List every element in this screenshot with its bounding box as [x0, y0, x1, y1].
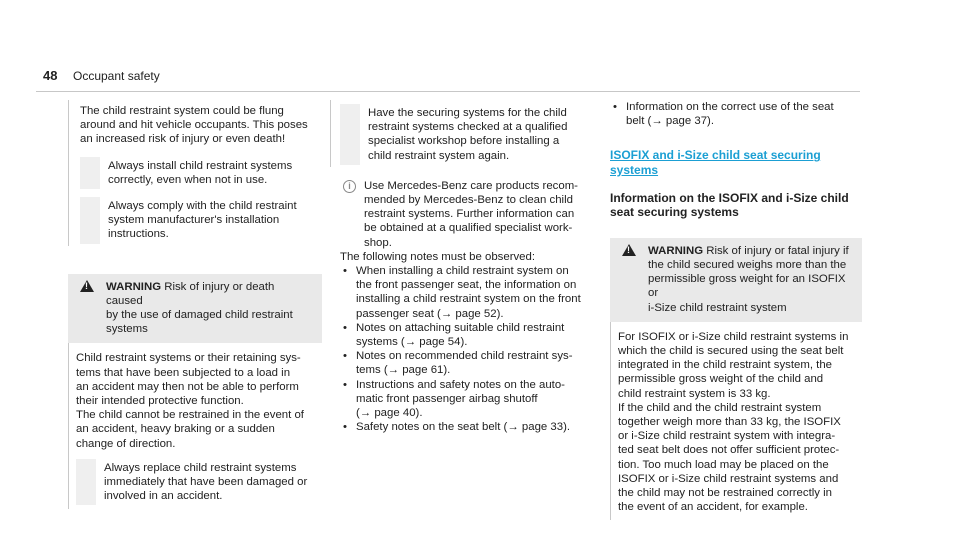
warning-label: WARNING — [106, 280, 162, 293]
instruction-step: Have the securing systems for the child restraint systems checked at a qualified specialist workshop before installing a child restraint system again. — [340, 106, 592, 163]
list-item: • Instructions and safety notes on the auto- matic front passenger airbag shutoff (→ page 40). — [340, 378, 592, 421]
notes-list — [610, 100, 862, 128]
info-note: i Use Mercedes-Benz care products recom- mended by Mercedes-Benz to clean child restraint systems. Further information can be obtained at a qualified specialist work- shop. — [340, 179, 592, 250]
list-item: • Notes on recommended child restraint sys- tems (→ page 61). — [340, 349, 592, 377]
step-arrow-icon — [340, 104, 360, 165]
warning-triangle-icon — [80, 280, 94, 292]
step-arrow-icon — [80, 157, 100, 189]
warning-label: WARNING — [648, 244, 704, 257]
box-border — [330, 100, 331, 167]
warning-box-isofix-weight — [610, 238, 862, 521]
step-arrow-icon — [76, 459, 96, 506]
instruction-step: Always comply with the child restraint system manufacturer's installation instructions. — [80, 199, 322, 242]
warning-triangle-icon — [622, 244, 636, 256]
section-heading[interactable]: ISOFIX and i-Size child seat securing systems — [610, 148, 821, 177]
column-3 — [600, 100, 862, 520]
list-item: • Safety notes on the seat belt (→ page 33). — [340, 420, 592, 434]
instruction-step: Always install child restraint systems correctly, even when not in use. — [80, 159, 322, 187]
info-icon: i — [343, 180, 356, 193]
warning-header: ! WARNING Risk of injury or death caused by the use of damaged child restraint systems — [68, 274, 322, 344]
warning-box-damaged-systems — [68, 274, 322, 510]
observe-text: The following notes must be observed: — [340, 250, 536, 263]
column-2 — [330, 100, 592, 434]
section-title: Occupant safety — [73, 69, 160, 83]
page-number: 48 — [43, 68, 58, 83]
step-arrow-icon — [80, 197, 100, 244]
list-item: • Notes on attaching suitable child restraint systems (→ page 54). — [340, 321, 592, 349]
box-border — [68, 100, 69, 246]
column-1 — [68, 100, 322, 509]
header-divider — [36, 91, 860, 92]
warning-header: ! WARNING Risk of injury or fatal injury if the child secured weighs more than the permissible gross weight for an ISOFIX or i-Size child restraint system — [610, 238, 862, 322]
continued-warning-box — [68, 100, 322, 246]
warning-continuation-text: The child restraint system could be flung around and hit vehicle occupants. This poses an increased risk of injury or even death! — [80, 105, 308, 146]
sub-heading: Information on the ISOFIX and i-Size child seat securing systems — [610, 190, 849, 220]
notes-list — [340, 264, 592, 434]
continued-warning-box — [330, 100, 592, 167]
list-item: • When installing a child restraint system on the front passenger seat, the information on installing a child restraint system on the front passenger seat (→ page 52). — [340, 264, 592, 321]
instruction-step: Always replace child restraint systems immediately that have been damaged or involved in an accident. — [76, 461, 314, 504]
list-item: • Information on the correct use of the seat belt (→ page 37). — [610, 100, 862, 128]
warning-body: For ISOFIX or i-Size child restraint systems in which the child is secured using the seat belt integrated in the child restraint system, the permissible gross weight of the child and child restraint system is 33 kg. If the child and the child restraint system together weigh more than 33 kg, the ISOFIX or i-Size child restraint system with integra- ted seat belt does not offer sufficient protec- tion. Too much load may be placed on the ISOFIX or i-Size child restraint systems and the child may not be restrained correctly in the event of an accident, for example. — [618, 330, 849, 514]
warning-body: Child restraint systems or their retaining sys- tems that have been subjected to a load in an accident may then not be able to perform their intended protective function. The child cannot be restrained in the event of an accident, heavy braking or a sudden change of direction. Always replace child restraint systems immediately that have been damaged or involved in an accident. — [68, 343, 322, 509]
